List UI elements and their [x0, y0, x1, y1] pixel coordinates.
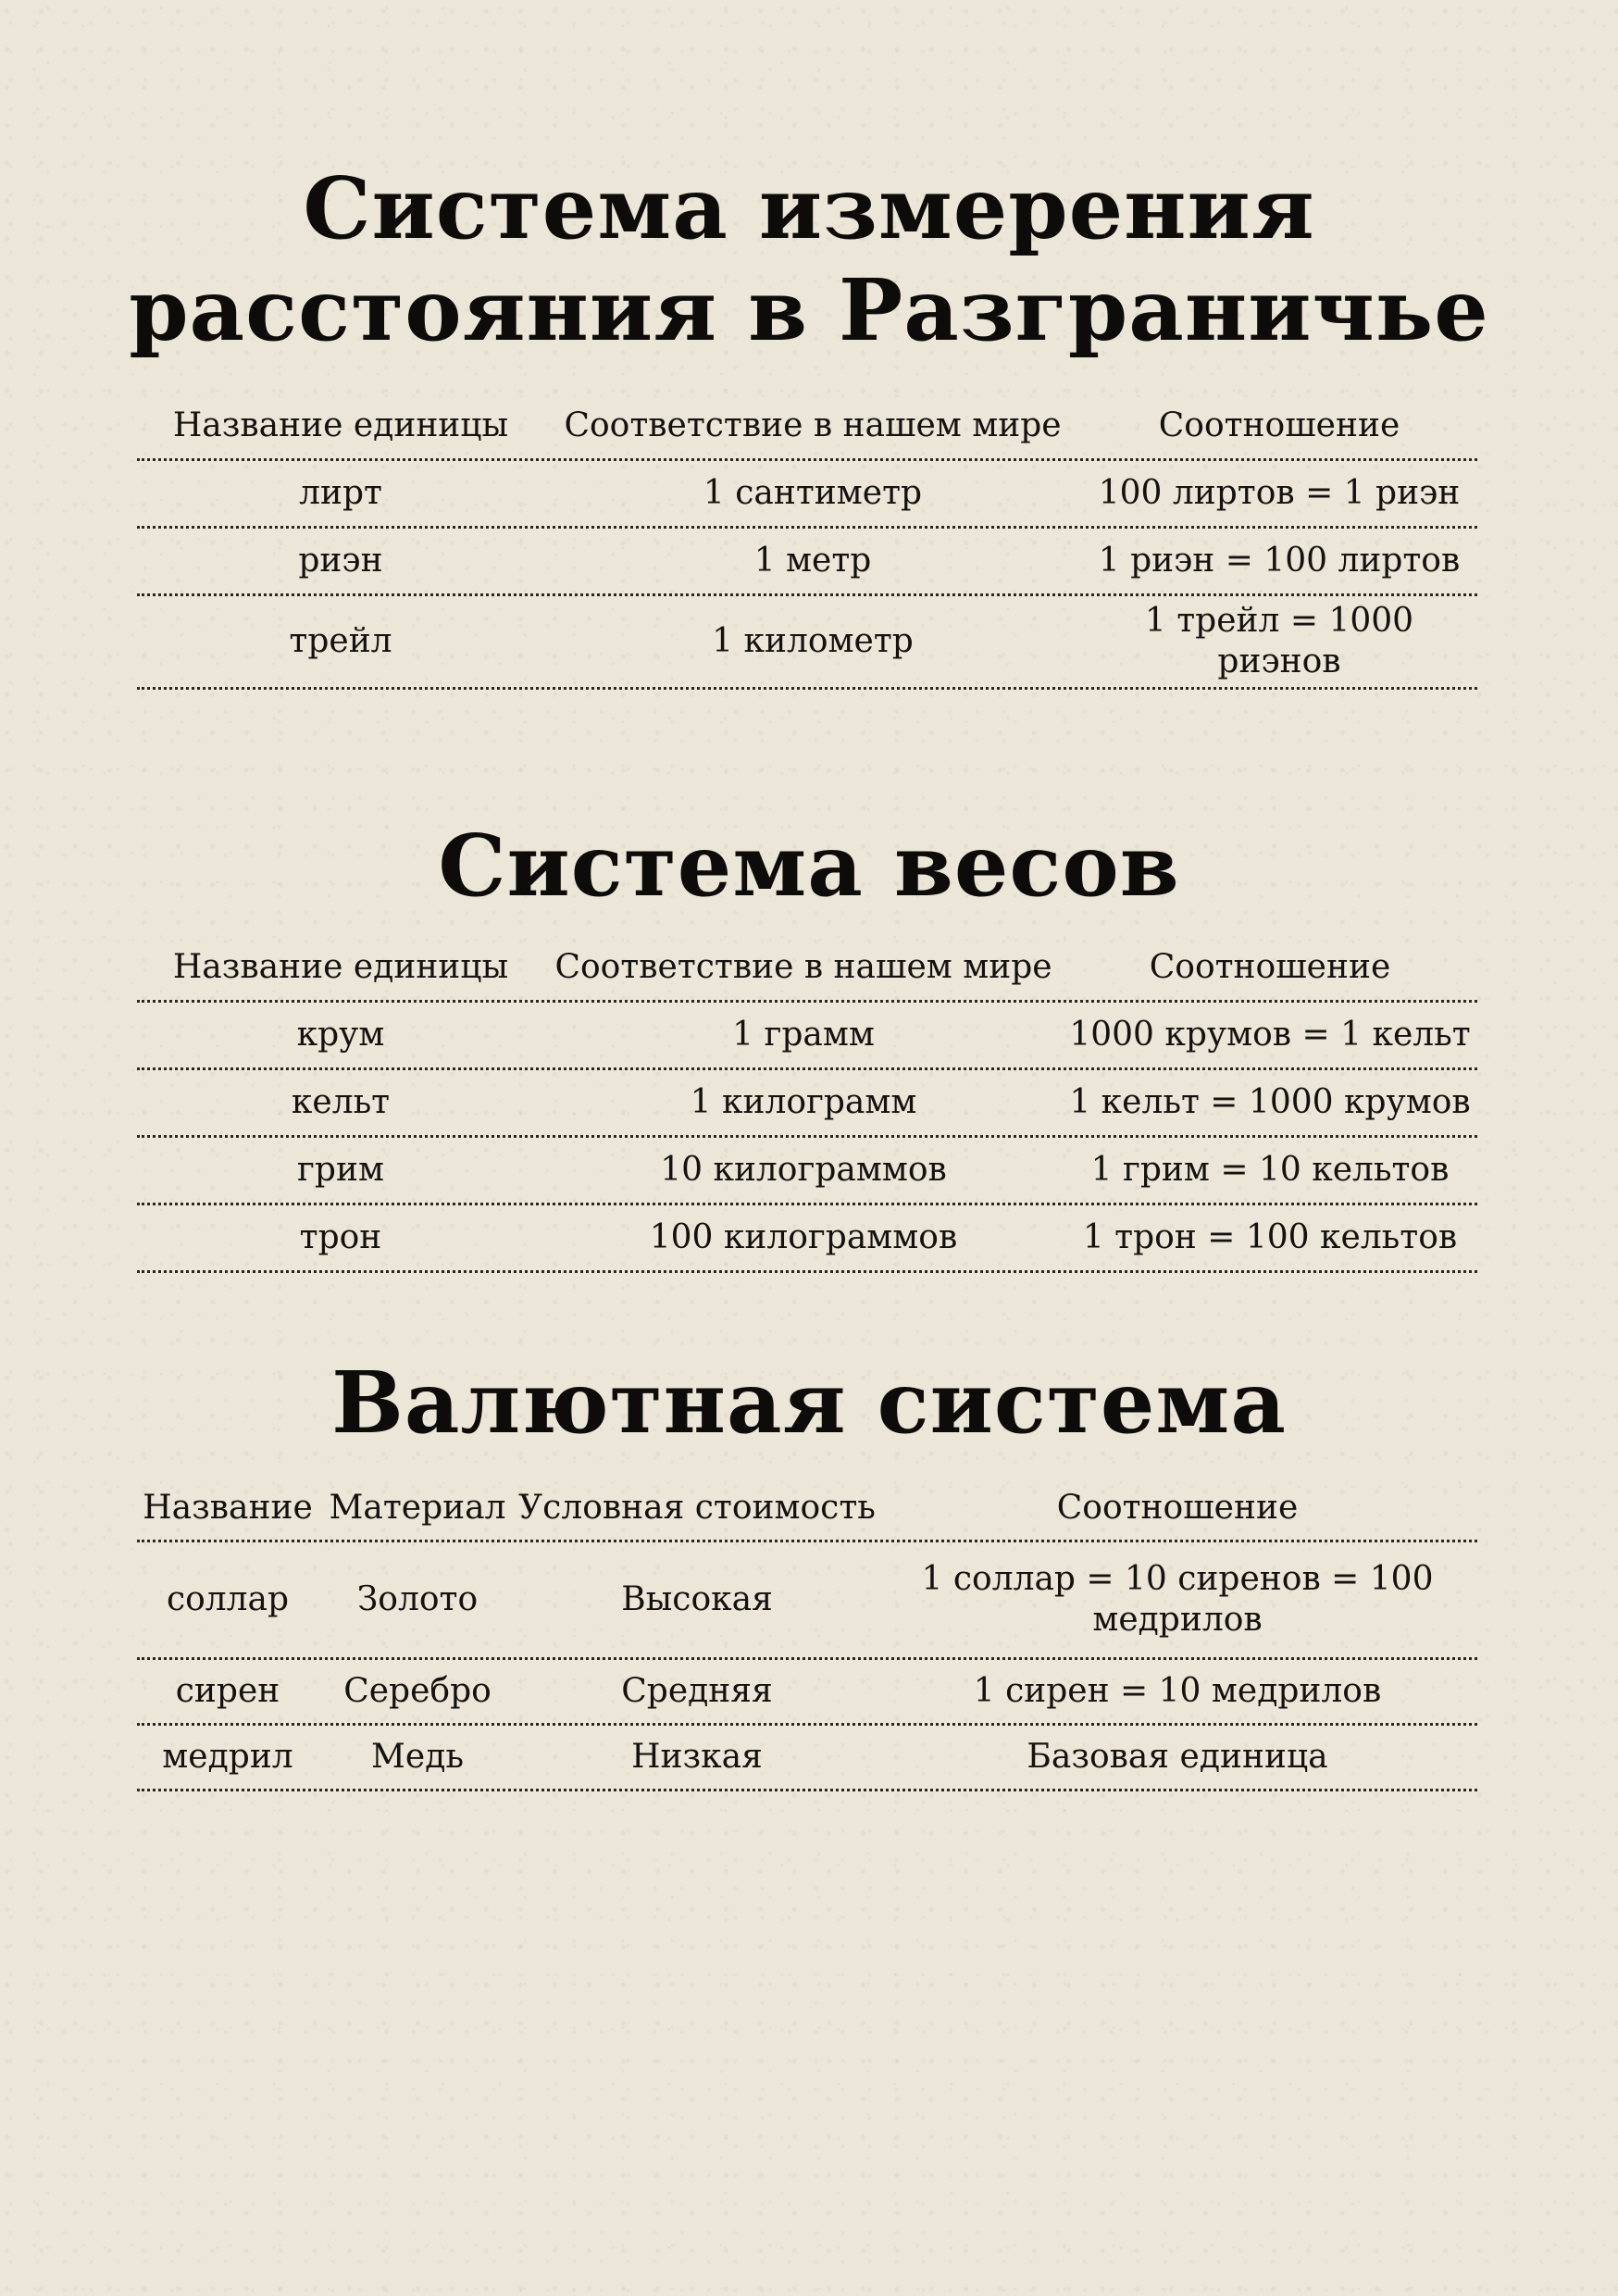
ratio: 1 риэн = 100 лиртов — [1098, 542, 1461, 580]
header-cell: Соответствие в нашем мире — [564, 406, 1062, 444]
weights-table — [137, 935, 1477, 1273]
header-cell: Название — [143, 1489, 313, 1527]
unit-name: кельт — [291, 1083, 391, 1121]
header-cell: Название единицы — [172, 948, 509, 986]
real-equivalent: 10 килограммов — [660, 1151, 947, 1189]
ratio: 1000 крумов = 1 кельт — [1069, 1016, 1471, 1054]
ratio: 100 лиртов = 1 риэн — [1098, 474, 1461, 512]
ratio: 1 трон = 100 кельтов — [1082, 1218, 1458, 1256]
table-row — [137, 1070, 1477, 1138]
real-equivalent: 100 килограммов — [649, 1218, 958, 1256]
unit-name: риэн — [298, 542, 383, 580]
table-header-row — [137, 1477, 1477, 1542]
header-cell: Условная стоимость — [518, 1489, 876, 1527]
distance-table — [137, 393, 1477, 690]
distance-title-line2: расстояния в Разграничье — [129, 260, 1489, 360]
table-header-row — [137, 935, 1477, 1003]
table-row — [137, 1660, 1477, 1726]
header-cell: Соответствие в нашем мире — [554, 948, 1052, 986]
real-equivalent: 1 метр — [753, 542, 872, 580]
ratio: 1 трейл = 1000 риэнов — [1144, 602, 1414, 680]
table-row — [137, 461, 1477, 529]
real-equivalent: 1 грамм — [732, 1016, 875, 1054]
ratio: 1 грим = 10 кельтов — [1090, 1151, 1450, 1189]
coin-value: Низкая — [631, 1738, 763, 1776]
coin-material: Серебро — [343, 1672, 492, 1710]
ratio: 1 соллар = 10 сиренов = 100 медрилов — [921, 1560, 1434, 1639]
table-row — [137, 1542, 1477, 1660]
coin-name: соллар — [166, 1580, 290, 1618]
header-cell: Материал — [329, 1489, 506, 1527]
real-equivalent: 1 сантиметр — [703, 474, 923, 512]
table-row — [137, 1726, 1477, 1791]
unit-name: грим — [297, 1151, 384, 1189]
table-row — [137, 529, 1477, 596]
real-equivalent: 1 килограмм — [690, 1083, 917, 1121]
unit-name: крум — [296, 1016, 385, 1054]
coin-value: Средняя — [621, 1672, 773, 1710]
table-row — [137, 596, 1477, 690]
header-cell: Соотношение — [1149, 948, 1391, 986]
header-cell: Соотношение — [1056, 1489, 1299, 1527]
real-equivalent: 1 километр — [712, 622, 914, 660]
distance-title — [0, 157, 1618, 361]
table-row — [137, 1138, 1477, 1205]
coin-value: Высокая — [621, 1580, 773, 1618]
unit-name: трон — [299, 1218, 382, 1256]
unit-name: трейл — [289, 622, 392, 660]
currency-title: Валютная система — [331, 1353, 1287, 1453]
distance-title-line1: Система измерения — [303, 158, 1315, 258]
ratio: 1 кельт = 1000 крумов — [1069, 1083, 1471, 1121]
ratio: 1 сирен = 10 медрилов — [973, 1672, 1382, 1710]
coin-material: Медь — [371, 1738, 464, 1776]
unit-name: лирт — [299, 474, 382, 512]
header-cell: Название единицы — [172, 406, 509, 444]
coin-name: медрил — [162, 1738, 293, 1776]
currency-table — [137, 1477, 1477, 1791]
table-row — [137, 1205, 1477, 1273]
weights-title: Система весов — [438, 816, 1180, 916]
header-cell: Соотношение — [1158, 406, 1400, 444]
table-header-row — [137, 393, 1477, 461]
ratio: Базовая единица — [1027, 1738, 1328, 1776]
coin-material: Золото — [356, 1580, 479, 1618]
coin-name: сирен — [175, 1672, 280, 1710]
table-row — [137, 1003, 1477, 1070]
